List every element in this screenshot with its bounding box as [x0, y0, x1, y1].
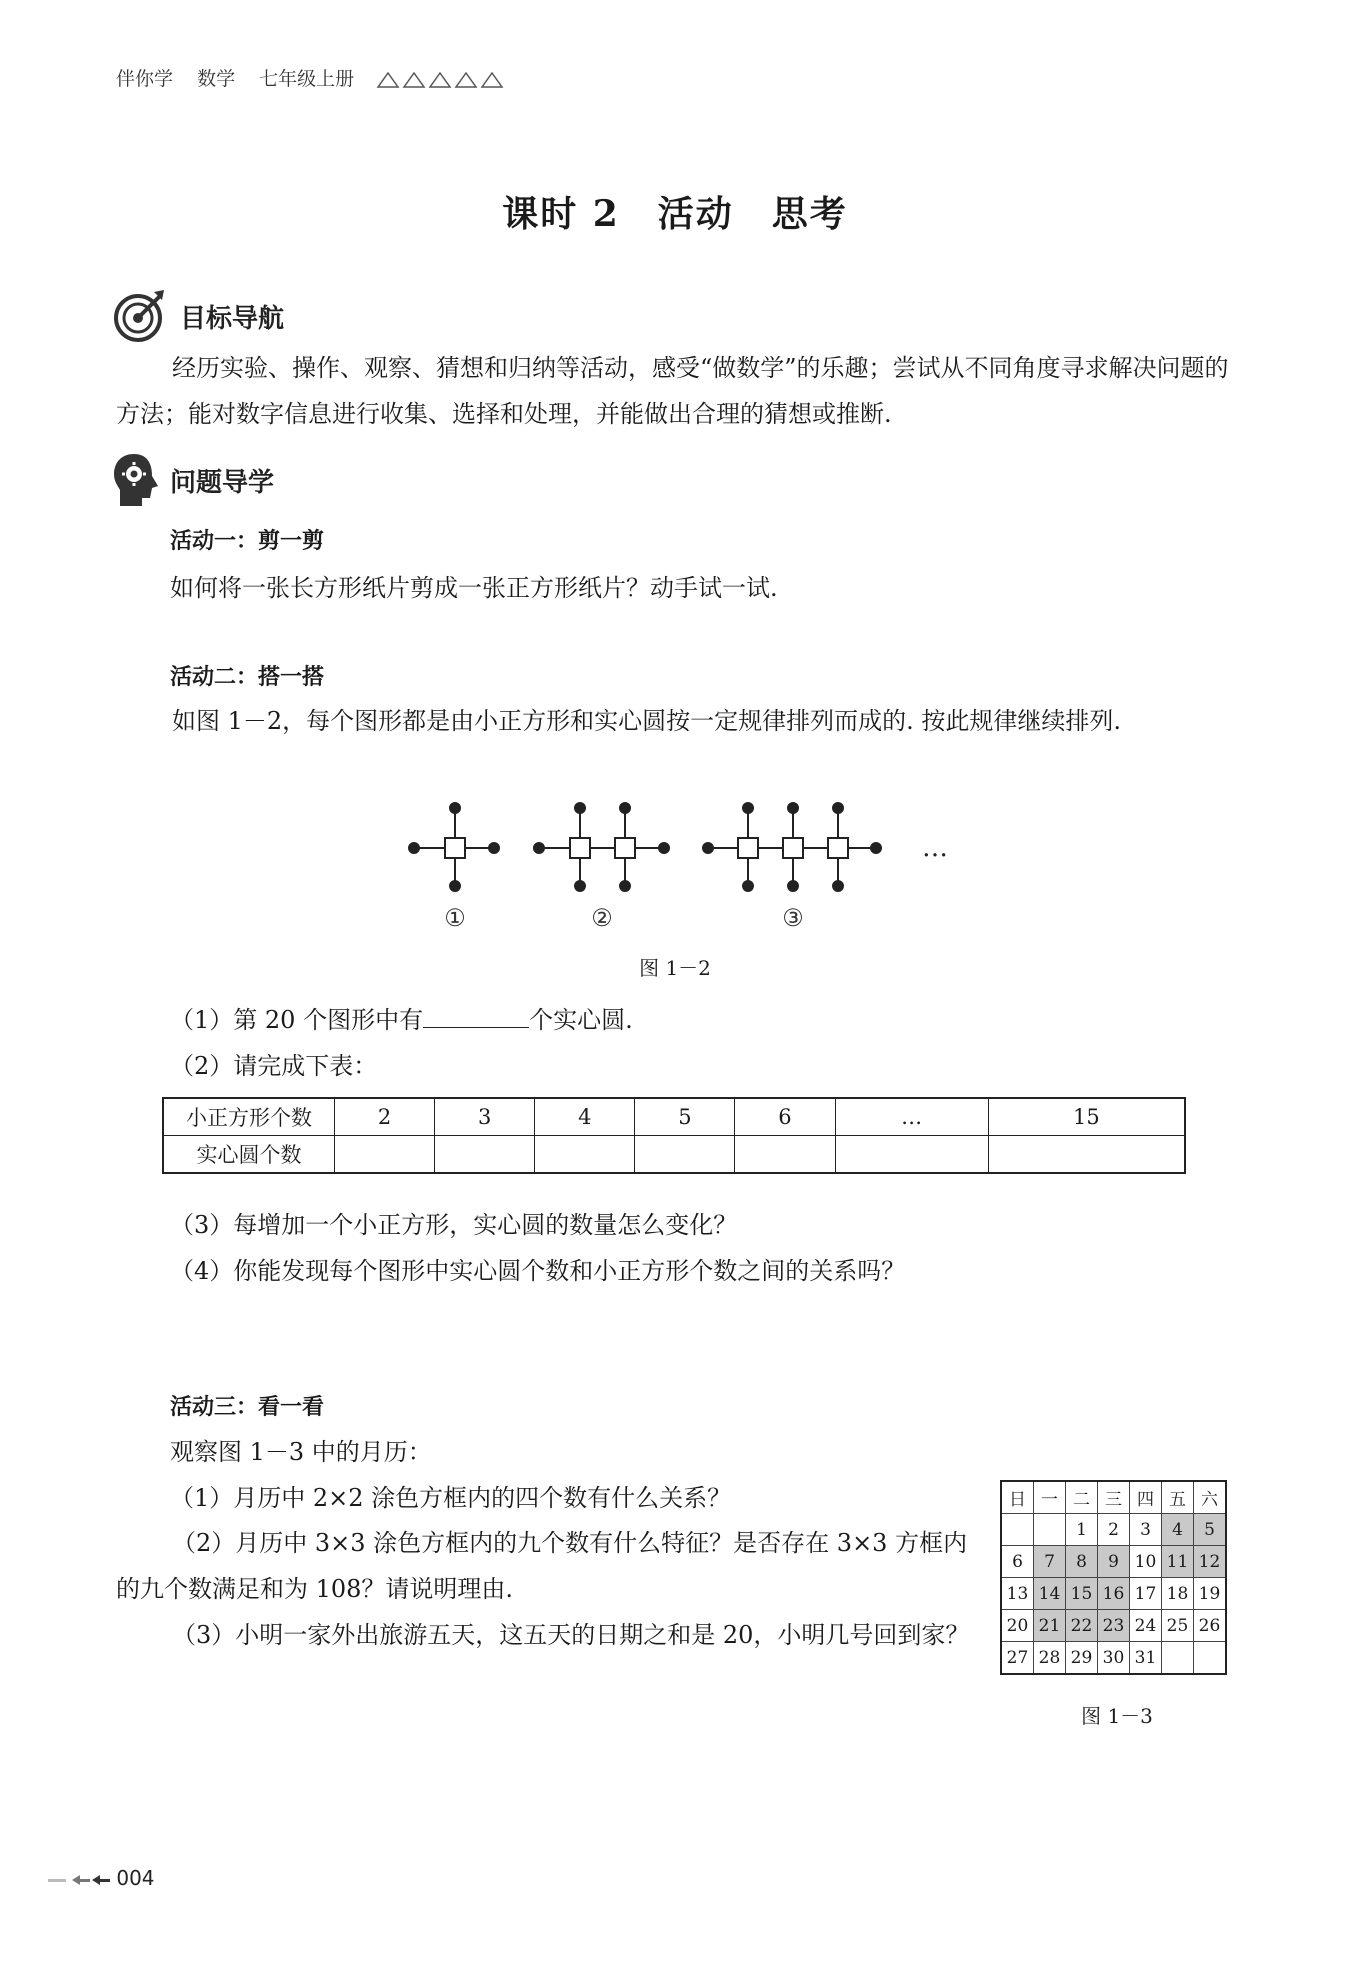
table-answer-cell[interactable] [335, 1136, 435, 1174]
triangle-ornament-icon [376, 70, 516, 90]
activity3-q3: （3）小明一家外出旅游五天，这五天的日期之和是 20，小明几号回到家？ [172, 1621, 970, 1649]
calendar-day: 24 [1130, 1610, 1162, 1642]
table-col-header: 5 [635, 1098, 735, 1136]
activity3-intro: 观察图 1－3 中的月历： [170, 1438, 432, 1466]
calendar-day: 4 [1162, 1514, 1194, 1546]
calendar-weekday: 二 [1066, 1481, 1098, 1514]
table-answer-cell[interactable] [635, 1136, 735, 1174]
calendar-day: 8 [1066, 1546, 1098, 1578]
calendar-day: 18 [1162, 1578, 1194, 1610]
table-answer-cell[interactable] [435, 1136, 535, 1174]
pattern-ellipsis: … [922, 833, 948, 863]
goal-text: 经历实验、操作、观察、猜想和归纳等活动，感受“做数学”的乐趣；尝试从不同角度寻求解决问题的方法；能对数字信息进行收集、选择和处理，并能做出合理的猜想或推断. [116, 354, 1229, 428]
calendar-day: 29 [1066, 1642, 1098, 1675]
calendar-weekday: 日 [1001, 1481, 1034, 1514]
calendar-day: 6 [1001, 1546, 1034, 1578]
table-answer-cell[interactable] [735, 1136, 835, 1174]
calendar-weekday-row [1001, 1481, 1226, 1514]
activity2-text: 如图 1－2，每个图形都是由小正方形和实心圆按一定规律排列而成的. 按此规律继续排列. [172, 707, 1122, 735]
head-gear-icon [112, 452, 160, 508]
activity3-title: 活动三：看一看 [170, 1395, 325, 1420]
table-col-header: … [835, 1098, 988, 1136]
calendar-week-row [1001, 1578, 1226, 1610]
calendar-day: 3 [1130, 1514, 1162, 1546]
running-header [116, 64, 516, 91]
calendar-week-row [1001, 1546, 1226, 1578]
calendar-day: 11 [1162, 1546, 1194, 1578]
figure-label-3: ③ [782, 904, 804, 932]
calendar-day: 19 [1194, 1578, 1227, 1610]
figure-1-3-caption: 图 1－3 [1081, 1704, 1153, 1728]
calendar-weekday: 六 [1194, 1481, 1227, 1514]
activity2-q1-before: （1）第 20 个图形中有 [170, 1006, 424, 1034]
guide-heading: 问题导学 [170, 468, 275, 498]
calendar-week-row [1001, 1610, 1226, 1642]
calendar-day: 2 [1098, 1514, 1130, 1546]
calendar-day [1194, 1642, 1227, 1675]
activity2-title: 活动二：搭一搭 [170, 665, 325, 690]
calendar-day: 7 [1034, 1546, 1066, 1578]
table-row-circles [163, 1136, 1185, 1174]
calendar-day: 17 [1130, 1578, 1162, 1610]
table-col-header: 3 [435, 1098, 535, 1136]
calendar-figure-1-3 [1000, 1480, 1227, 1675]
figure-1-2-pattern [400, 796, 960, 936]
calendar-week-row [1001, 1514, 1226, 1546]
table-row-squares [163, 1098, 1185, 1136]
calendar-day: 26 [1194, 1610, 1227, 1642]
calendar-weekday: 五 [1162, 1481, 1194, 1514]
answer-blank[interactable] [423, 1005, 529, 1028]
table-answer-cell[interactable] [988, 1136, 1185, 1174]
calendar-weekday: 一 [1034, 1481, 1066, 1514]
calendar-day: 21 [1034, 1610, 1066, 1642]
calendar-day: 1 [1066, 1514, 1098, 1546]
calendar-weekday: 三 [1098, 1481, 1130, 1514]
table-col-header: 6 [735, 1098, 835, 1136]
table-col-header: 15 [988, 1098, 1185, 1136]
activity2-q4: （4）你能发现每个图形中实心圆个数和小正方形个数之间的关系吗？ [170, 1257, 906, 1285]
pattern-figure-1 [409, 803, 499, 891]
activity2-q1 [170, 1000, 633, 1035]
calendar-weekday: 四 [1130, 1481, 1162, 1514]
calendar-day: 14 [1034, 1578, 1066, 1610]
calendar-day: 20 [1001, 1610, 1034, 1642]
calendar-day: 28 [1034, 1642, 1066, 1675]
pattern-figure-2 [534, 803, 669, 891]
calendar-day: 31 [1130, 1642, 1162, 1675]
calendar-day: 30 [1098, 1642, 1130, 1675]
calendar-day: 10 [1130, 1546, 1162, 1578]
figure-1-2-caption: 图 1－2 [639, 956, 711, 980]
arrow-icon [48, 1873, 110, 1887]
table-row-header: 实心圆个数 [163, 1136, 335, 1174]
calendar-day [1001, 1514, 1034, 1546]
table-col-header: 4 [535, 1098, 635, 1136]
activity2-q2: （2）请完成下表： [170, 1052, 378, 1080]
calendar-day: 9 [1098, 1546, 1130, 1578]
header-subject: 数学 [197, 68, 236, 90]
calendar-day: 5 [1194, 1514, 1227, 1546]
pattern-table [162, 1097, 1186, 1174]
activity2-q1-after: 个实心圆. [529, 1006, 633, 1034]
table-col-header: 2 [335, 1098, 435, 1136]
calendar-day: 25 [1162, 1610, 1194, 1642]
lesson-title: 课时 2 活动 思考 [502, 193, 848, 235]
activity1-title: 活动一：剪一剪 [170, 529, 325, 554]
table-answer-cell[interactable] [535, 1136, 635, 1174]
figure-label-1: ① [444, 904, 466, 932]
calendar-day: 13 [1001, 1578, 1034, 1610]
page-number: 004 [116, 1866, 155, 1890]
figure-label-2: ② [591, 904, 613, 932]
calendar-day: 22 [1066, 1610, 1098, 1642]
calendar-day: 12 [1194, 1546, 1227, 1578]
activity3-q2: （2）月历中 3×3 涂色方框内的九个数有什么特征？是否存在 3×3 方框内的九个数满足和为 108？请说明理由. [116, 1529, 968, 1603]
calendar-day: 27 [1001, 1642, 1034, 1675]
calendar-day: 15 [1066, 1578, 1098, 1610]
calendar-day [1034, 1514, 1066, 1546]
pattern-figure-3 [703, 803, 881, 891]
target-icon [112, 288, 168, 344]
header-series: 伴你学 [116, 68, 174, 90]
calendar-day: 16 [1098, 1578, 1130, 1610]
table-row-header: 小正方形个数 [163, 1098, 335, 1136]
table-answer-cell[interactable] [835, 1136, 988, 1174]
page-footer [48, 1866, 155, 1890]
activity3-q1: （1）月历中 2×2 涂色方框内的四个数有什么关系？ [170, 1484, 732, 1512]
activity1-text: 如何将一张长方形纸片剪成一张正方形纸片？动手试一试. [170, 574, 778, 602]
activity2-q3: （3）每增加一个小正方形，实心圆的数量怎么变化？ [170, 1211, 738, 1239]
calendar-day: 23 [1098, 1610, 1130, 1642]
calendar-day [1162, 1642, 1194, 1675]
goal-heading: 目标导航 [180, 304, 285, 334]
header-grade: 七年级上册 [259, 68, 355, 90]
calendar-week-row [1001, 1642, 1226, 1675]
